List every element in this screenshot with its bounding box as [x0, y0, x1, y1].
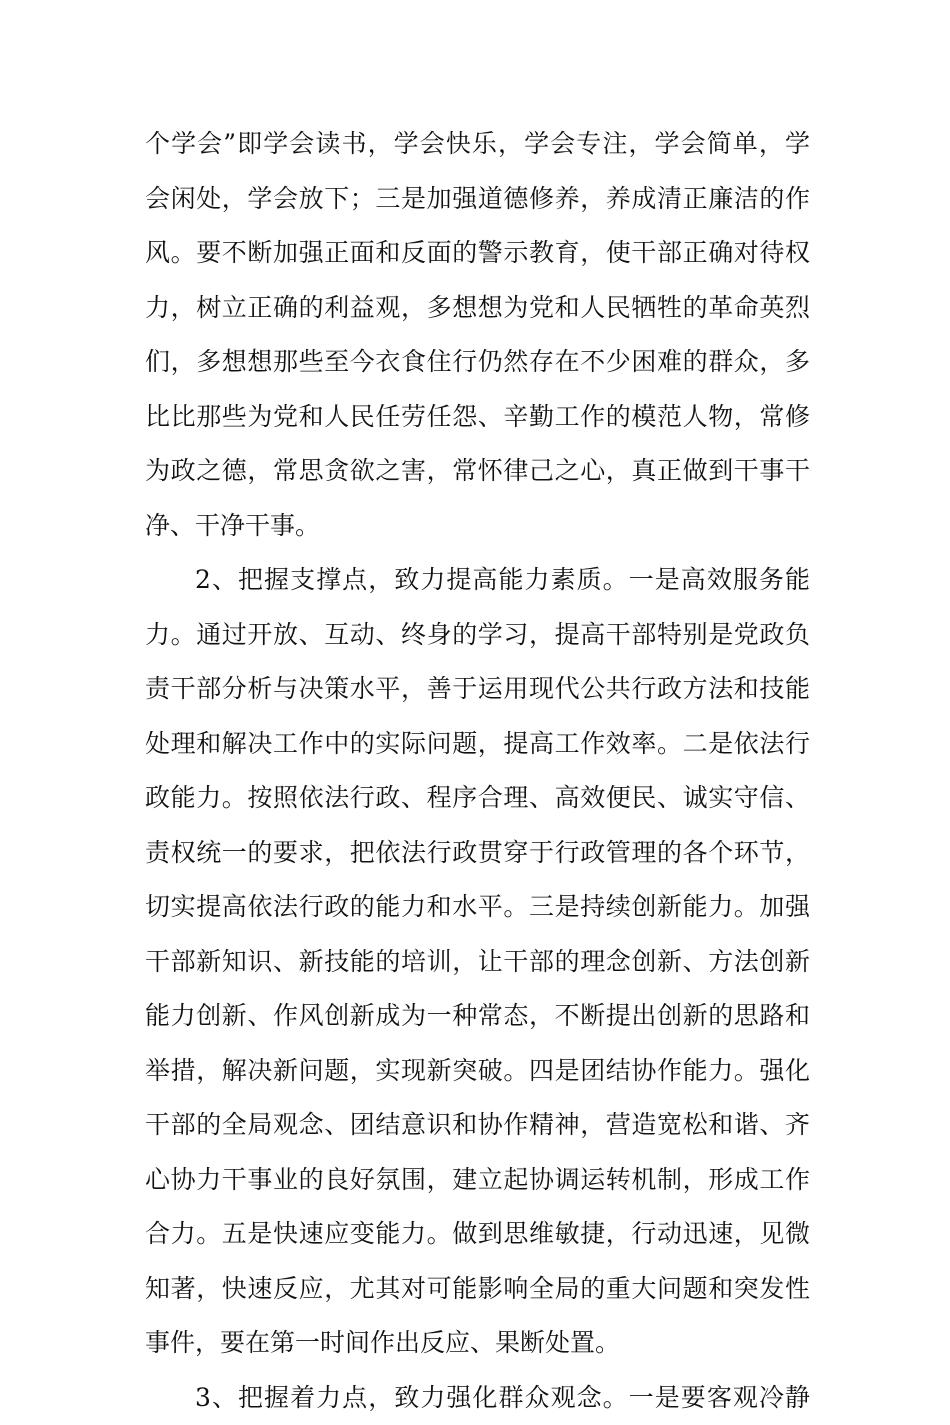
- text-line: 干部新知识、新技能的培训，让干部的理念创新、方法创新: [145, 935, 810, 990]
- text-line: 责权统一的要求，把依法行政贯穿于行政管理的各个环节，: [145, 826, 810, 881]
- text-line: 知著，快速反应，尤其对可能影响全局的重大问题和突发性: [145, 1262, 810, 1317]
- text-line: 力，树立正确的利益观，多想想为党和人民牺牲的革命英烈: [145, 281, 810, 336]
- text-line: 能力创新、作风创新成为一种常态，不断提出创新的思路和: [145, 989, 810, 1044]
- text-line: 心协力干事业的良好氛围，建立起协调运转机制，形成工作: [145, 1153, 810, 1208]
- document-body: [145, 117, 810, 1425]
- section-3-heading-line: 3、把握着力点，致力强化群众观念。一是要客观冷静: [145, 1371, 810, 1425]
- text-line: 责干部分析与决策水平，善于运用现代公共行政方法和技能: [145, 662, 810, 717]
- text-line: 政能力。按照依法行政、程序合理、高效便民、诚实守信、: [145, 771, 810, 826]
- text-line: 举措，解决新问题，实现新突破。四是团结协作能力。强化: [145, 1044, 810, 1099]
- section-2-heading-line: 2、把握支撑点，致力提高能力素质。一是高效服务能: [145, 553, 810, 608]
- text-line: 风。要不断加强正面和反面的警示教育，使干部正确对待权: [145, 226, 810, 281]
- text-line: 事件，要在第一时间作出反应、果断处置。: [145, 1316, 810, 1371]
- text-line: 切实提高依法行政的能力和水平。三是持续创新能力。加强: [145, 880, 810, 935]
- text-line: 干部的全局观念、团结意识和协作精神，营造宽松和谐、齐: [145, 1098, 810, 1153]
- text-line: 个学会”即学会读书，学会快乐，学会专注，学会简单，学: [145, 117, 810, 172]
- text-line: 力。通过开放、互动、终身的学习，提高干部特别是党政负: [145, 608, 810, 663]
- text-line: 会闲处，学会放下；三是加强道德修养，养成清正廉洁的作: [145, 172, 810, 227]
- text-line: 为政之德，常思贪欲之害，常怀律己之心，真正做到干事干: [145, 444, 810, 499]
- text-line: 合力。五是快速应变能力。做到思维敏捷，行动迅速，见微: [145, 1207, 810, 1262]
- text-line: 净、干净干事。: [145, 499, 810, 554]
- text-line: 比比那些为党和人民任劳任怨、辛勤工作的模范人物，常修: [145, 390, 810, 445]
- text-line: 们，多想想那些至今衣食住行仍然存在不少困难的群众，多: [145, 335, 810, 390]
- text-line: 处理和解决工作中的实际问题，提高工作效率。二是依法行: [145, 717, 810, 772]
